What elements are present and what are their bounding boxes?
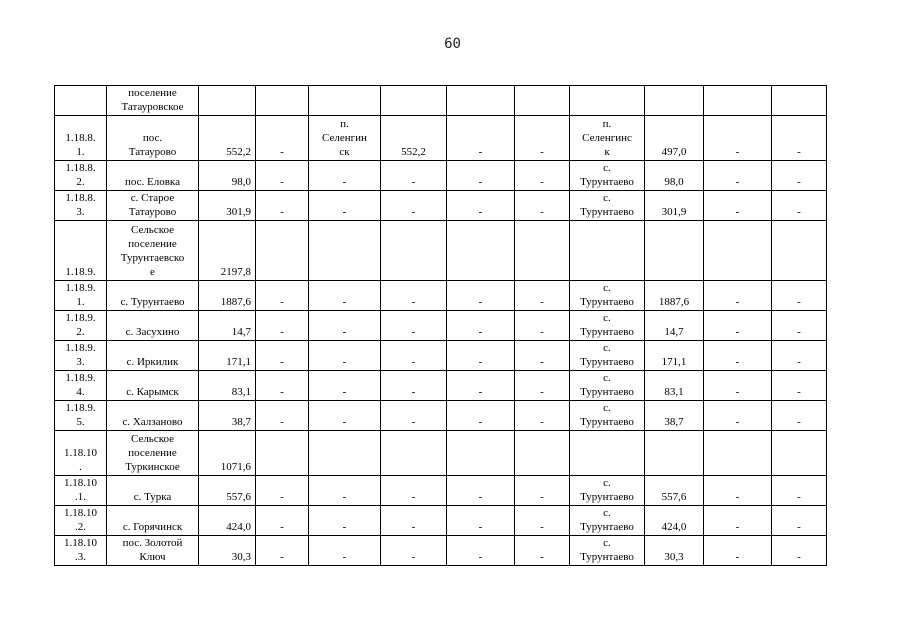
table-cell: -: [381, 311, 447, 341]
table-cell: -: [704, 476, 772, 506]
table-cell: [645, 221, 704, 281]
table-row: [55, 401, 827, 431]
table-cell: 1.18.10 .1.: [55, 476, 107, 506]
table-cell: -: [704, 536, 772, 566]
table-cell: -: [256, 506, 309, 536]
table-cell: -: [381, 401, 447, 431]
table-cell: -: [309, 506, 381, 536]
table-cell: с. Старое Татаурово: [107, 191, 199, 221]
table-cell: -: [447, 476, 515, 506]
table-cell: с. Турунтаево: [570, 341, 645, 371]
table-cell: 1.18.10 .: [55, 431, 107, 476]
table-cell: -: [704, 191, 772, 221]
table-cell: 38,7: [199, 401, 256, 431]
table-cell: 38,7: [645, 401, 704, 431]
table-cell: -: [772, 341, 827, 371]
table-cell: [704, 431, 772, 476]
table-cell: -: [515, 401, 570, 431]
table-cell: Сельское поселение Туркинское: [107, 431, 199, 476]
table-cell: [772, 221, 827, 281]
table-cell: 1.18.8. 2.: [55, 161, 107, 191]
table-cell: с. Засухино: [107, 311, 199, 341]
table-cell: -: [447, 536, 515, 566]
table-cell: [256, 86, 309, 116]
table-cell: поселение Татауровское: [107, 86, 199, 116]
table-cell: -: [447, 311, 515, 341]
table-cell: 557,6: [645, 476, 704, 506]
table-cell: 2197,8: [199, 221, 256, 281]
table-cell: с. Иркилик: [107, 341, 199, 371]
table-cell: 552,2: [381, 116, 447, 161]
table-cell: [704, 221, 772, 281]
table-cell: -: [256, 311, 309, 341]
table-cell: [55, 86, 107, 116]
table-cell: -: [515, 371, 570, 401]
table-cell: [447, 86, 515, 116]
table-cell: -: [447, 506, 515, 536]
table-cell: -: [256, 371, 309, 401]
table-cell: -: [515, 536, 570, 566]
table-cell: [309, 431, 381, 476]
table-cell: с. Турунтаево: [570, 281, 645, 311]
table-cell: [645, 431, 704, 476]
table-row: [55, 86, 827, 116]
table-cell: [447, 221, 515, 281]
table-cell: [704, 86, 772, 116]
table-cell: -: [772, 311, 827, 341]
table-cell: [515, 431, 570, 476]
table-cell: -: [381, 161, 447, 191]
table-row: [55, 116, 827, 161]
table-cell: 301,9: [199, 191, 256, 221]
table-cell: 1.18.9. 3.: [55, 341, 107, 371]
table-cell: 98,0: [199, 161, 256, 191]
table-cell: [381, 221, 447, 281]
table-cell: -: [704, 371, 772, 401]
table-cell: п. Селенгин ск: [309, 116, 381, 161]
table-cell: с. Карымск: [107, 371, 199, 401]
table-cell: -: [381, 536, 447, 566]
table-cell: [309, 86, 381, 116]
table-cell: [570, 431, 645, 476]
table-cell: -: [256, 341, 309, 371]
table-cell: -: [381, 341, 447, 371]
table-cell: -: [515, 161, 570, 191]
table-row: [55, 191, 827, 221]
table-cell: [381, 431, 447, 476]
table-cell: с. Халзаново: [107, 401, 199, 431]
table-cell: -: [309, 371, 381, 401]
table-cell: -: [256, 401, 309, 431]
table-cell: -: [515, 341, 570, 371]
table-cell: 1.18.9.: [55, 221, 107, 281]
table-cell: с. Турунтаево: [570, 311, 645, 341]
table-cell: [570, 86, 645, 116]
table-cell: -: [772, 476, 827, 506]
settlements-table: [54, 85, 827, 566]
table-cell: 30,3: [199, 536, 256, 566]
table-cell: 557,6: [199, 476, 256, 506]
table-cell: 1.18.10 .2.: [55, 506, 107, 536]
table-cell: [447, 431, 515, 476]
table-cell: -: [309, 401, 381, 431]
table-cell: [256, 221, 309, 281]
table-cell: -: [515, 116, 570, 161]
table-cell: -: [447, 371, 515, 401]
table-cell: с. Турунтаево: [570, 401, 645, 431]
table-row: [55, 311, 827, 341]
table-cell: -: [447, 191, 515, 221]
table-cell: -: [309, 161, 381, 191]
table-cell: -: [515, 191, 570, 221]
table-cell: -: [256, 116, 309, 161]
table-cell: 171,1: [199, 341, 256, 371]
table-cell: -: [256, 281, 309, 311]
table-cell: 1.18.9. 1.: [55, 281, 107, 311]
table-row: [55, 476, 827, 506]
table-cell: -: [447, 161, 515, 191]
table-cell: -: [772, 116, 827, 161]
table-cell: -: [515, 506, 570, 536]
table-cell: с. Турунтаево: [570, 371, 645, 401]
table-cell: пос. Золотой Ключ: [107, 536, 199, 566]
table-cell: [381, 86, 447, 116]
table-cell: -: [447, 116, 515, 161]
table-cell: -: [381, 191, 447, 221]
table-cell: с. Турунтаево: [570, 506, 645, 536]
table-cell: [309, 221, 381, 281]
table-cell: -: [515, 281, 570, 311]
table-cell: -: [256, 191, 309, 221]
table-cell: 497,0: [645, 116, 704, 161]
table-cell: [645, 86, 704, 116]
table-cell: 552,2: [199, 116, 256, 161]
table-cell: -: [515, 311, 570, 341]
table-row: [55, 221, 827, 281]
table-cell: 1887,6: [199, 281, 256, 311]
table-cell: -: [772, 191, 827, 221]
table-cell: -: [309, 536, 381, 566]
table-cell: 1887,6: [645, 281, 704, 311]
table-cell: -: [381, 371, 447, 401]
table-cell: [772, 86, 827, 116]
table-cell: с. Турунтаево: [570, 161, 645, 191]
page-number: 60: [444, 36, 461, 52]
table-cell: Сельское поселение Турунтаевско е: [107, 221, 199, 281]
table-cell: [199, 86, 256, 116]
table-cell: -: [772, 506, 827, 536]
table-row: [55, 341, 827, 371]
table-cell: [515, 86, 570, 116]
table-cell: -: [381, 506, 447, 536]
table-cell: 83,1: [199, 371, 256, 401]
table-cell: -: [256, 536, 309, 566]
table-row: [55, 506, 827, 536]
table-cell: 30,3: [645, 536, 704, 566]
table-cell: -: [515, 476, 570, 506]
table-cell: -: [309, 191, 381, 221]
table-cell: 1.18.9. 2.: [55, 311, 107, 341]
table-cell: -: [256, 161, 309, 191]
table-cell: -: [772, 401, 827, 431]
table-cell: -: [704, 161, 772, 191]
table-cell: -: [704, 506, 772, 536]
table-cell: [515, 221, 570, 281]
table-cell: с. Турунтаево: [570, 191, 645, 221]
table-row: [55, 281, 827, 311]
table-cell: -: [704, 281, 772, 311]
table-cell: [256, 431, 309, 476]
table-cell: пос. Татаурово: [107, 116, 199, 161]
table-cell: -: [772, 536, 827, 566]
table-cell: -: [704, 341, 772, 371]
table-cell: -: [381, 476, 447, 506]
table-cell: 171,1: [645, 341, 704, 371]
table-row: [55, 161, 827, 191]
table-cell: с. Турунтаево: [570, 536, 645, 566]
table-cell: 424,0: [199, 506, 256, 536]
table-cell: -: [772, 281, 827, 311]
table-cell: -: [309, 281, 381, 311]
table-cell: -: [772, 161, 827, 191]
table-cell: -: [309, 311, 381, 341]
table-cell: -: [704, 116, 772, 161]
table-cell: 14,7: [645, 311, 704, 341]
table-row: [55, 536, 827, 566]
table-cell: -: [256, 476, 309, 506]
table-cell: -: [704, 401, 772, 431]
table-row: [55, 431, 827, 476]
table-cell: -: [447, 401, 515, 431]
table-cell: [772, 431, 827, 476]
table-cell: -: [447, 341, 515, 371]
table-cell: 1.18.9. 5.: [55, 401, 107, 431]
table-cell: -: [772, 371, 827, 401]
table-cell: с. Турунтаево: [107, 281, 199, 311]
table-cell: с. Горячинск: [107, 506, 199, 536]
table-row: [55, 371, 827, 401]
table-cell: -: [309, 341, 381, 371]
table-cell: 83,1: [645, 371, 704, 401]
table-cell: 301,9: [645, 191, 704, 221]
table-cell: 424,0: [645, 506, 704, 536]
table-cell: -: [447, 281, 515, 311]
table-cell: 14,7: [199, 311, 256, 341]
table-cell: п. Селенгинс к: [570, 116, 645, 161]
table-cell: -: [309, 476, 381, 506]
table-cell: с. Турка: [107, 476, 199, 506]
table-cell: 1.18.9. 4.: [55, 371, 107, 401]
table-cell: с. Турунтаево: [570, 476, 645, 506]
table-cell: [570, 221, 645, 281]
table-cell: 98,0: [645, 161, 704, 191]
table-cell: 1.18.8. 1.: [55, 116, 107, 161]
table-cell: -: [704, 311, 772, 341]
table-cell: -: [381, 281, 447, 311]
table-cell: 1.18.10 .3.: [55, 536, 107, 566]
table-cell: 1071,6: [199, 431, 256, 476]
table-cell: пос. Еловка: [107, 161, 199, 191]
table-cell: 1.18.8. 3.: [55, 191, 107, 221]
